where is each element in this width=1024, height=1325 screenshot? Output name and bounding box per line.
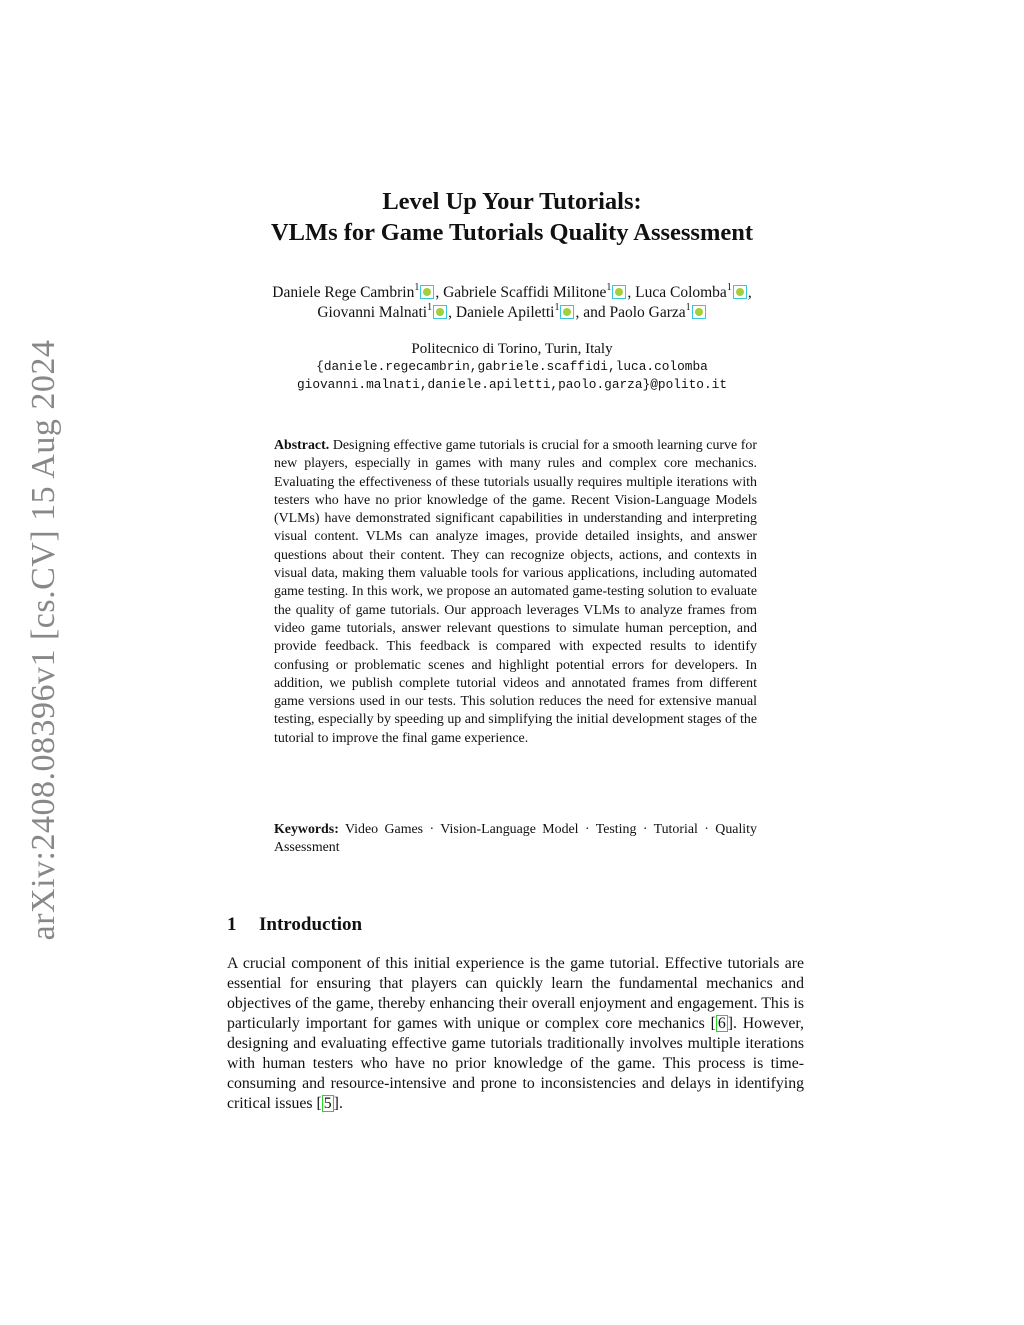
author-name: Giovanni Malnati: [317, 304, 428, 321]
intro-text: A crucial component of this initial experience is the game tutorial. Effective tutorials are essential for ensuring that players can quickly learn the fundamental mechanics and objectives of the game, thereby enhancing their overall enjoyment and engagement. This is particularly important for games with unique or complex core mechanics: [227, 955, 804, 1032]
email-line-2: giovanni.malnati,daniele.apiletti,paolo.garza}@polito.it: [296, 377, 728, 392]
author-list: [0, 283, 1024, 323]
author-separator: ,: [627, 284, 636, 301]
orcid-icon[interactable]: [420, 285, 434, 299]
citation-link[interactable]: 6: [717, 1015, 726, 1032]
citation-link[interactable]: 5: [323, 1095, 332, 1112]
author-name: Gabriele Scaffidi Militone: [443, 284, 607, 301]
section-heading: [227, 913, 362, 937]
orcid-icon[interactable]: [433, 305, 447, 319]
orcid-icon[interactable]: [560, 305, 574, 319]
orcid-icon[interactable]: [692, 305, 706, 319]
institution: Politecnico di Torino, Turin, Italy: [411, 341, 613, 357]
keywords-label: Keywords:: [274, 822, 339, 837]
orcid-icon[interactable]: [612, 285, 626, 299]
keywords: [274, 821, 757, 858]
keywords-text: Video Games · Vision-Language Model · Testing · Tutorial · Quality Assessment: [274, 822, 757, 856]
author-separator: ,: [435, 284, 444, 301]
author-affiliation-mark: 1: [427, 302, 433, 313]
citation-open-bracket: [: [316, 1095, 322, 1112]
author-name: Daniele Rege Cambrin: [272, 284, 415, 301]
email-line-1: {daniele.regecambrin,gabriele.scaffidi,luca.colomba: [316, 359, 708, 374]
author-line-2: [0, 303, 1024, 323]
author-separator: , and: [575, 304, 610, 321]
title-line-1: Level Up Your Tutorials:: [382, 188, 642, 215]
author-affiliation-mark: 1: [685, 302, 691, 313]
author-affiliation-mark: 1: [726, 282, 732, 293]
citation-close-bracket: ]: [333, 1095, 339, 1112]
author-line-1: [0, 283, 1024, 303]
author-name: Luca Colomba: [635, 284, 727, 301]
introduction-paragraph: [227, 954, 804, 1114]
abstract: [274, 437, 757, 748]
author-name: Daniele Apiletti: [455, 304, 555, 321]
author-affiliation-mark: 1: [606, 282, 612, 293]
abstract-label: Abstract.: [274, 438, 330, 453]
author-name: Paolo Garza: [609, 304, 686, 321]
author-affiliation-mark: 1: [414, 282, 420, 293]
paper-title: [0, 186, 1024, 248]
arxiv-identifier-stamp: arXiv:2408.08396v1 [cs.CV] 15 Aug 2024: [25, 339, 62, 941]
author-separator: ,: [448, 304, 456, 321]
section-number: 1: [227, 914, 237, 935]
orcid-icon[interactable]: [733, 285, 747, 299]
abstract-text: Designing effective game tutorials is crucial for a smooth learning curve for new players, especially in games with many rules and complex core mechanics. Evaluating the effectiveness of these tutorials usually requires multiple iterations with testers who have no prior knowledge of the game. Recent Vision-Language Models (VLMs) have demonstrated significant capabilities in understanding and interpreting visual content. VLMs can analyze images, provide detailed insights, and answer questions about their content. They can recognize objects, actions, and contexts in visual data, making them valuable tools for various applications, including automated game testing. In this work, we propose an automated game-testing solution to evaluate the quality of game tutorials. Our approach leverages VLMs to analyze frames from video game tutorials, answer relevant questions to simulate human perception, and provide feedback. This feedback is compared with expected results to identify confusing or problematic scenes and highlight potential errors for developers. In addition, we publish complete tutorial videos and annotated frames from different game versions used in our tests. This solution reduces the need for extensive manual testing, especially by speeding up and simplifying the initial development stages of the tutorial to improve the final game experience.: [274, 438, 757, 746]
intro-text: . However, designing and evaluating effective game tutorials traditionally involves multiple iterations with human testers who have no prior knowledge of the game. This process is time-consuming and resource-intensive and prone to inconsistencies and delays in identifying critical issues: [227, 1015, 804, 1112]
section-title: Introduction: [259, 914, 363, 935]
author-separator: ,: [747, 284, 752, 301]
affiliation-block: [0, 340, 1024, 394]
intro-text: .: [338, 1095, 343, 1112]
author-affiliation-mark: 1: [554, 302, 560, 313]
citation-close-bracket: ]: [727, 1015, 734, 1032]
title-line-2: VLMs for Game Tutorials Quality Assessment: [270, 219, 754, 246]
citation-open-bracket: [: [710, 1015, 716, 1032]
